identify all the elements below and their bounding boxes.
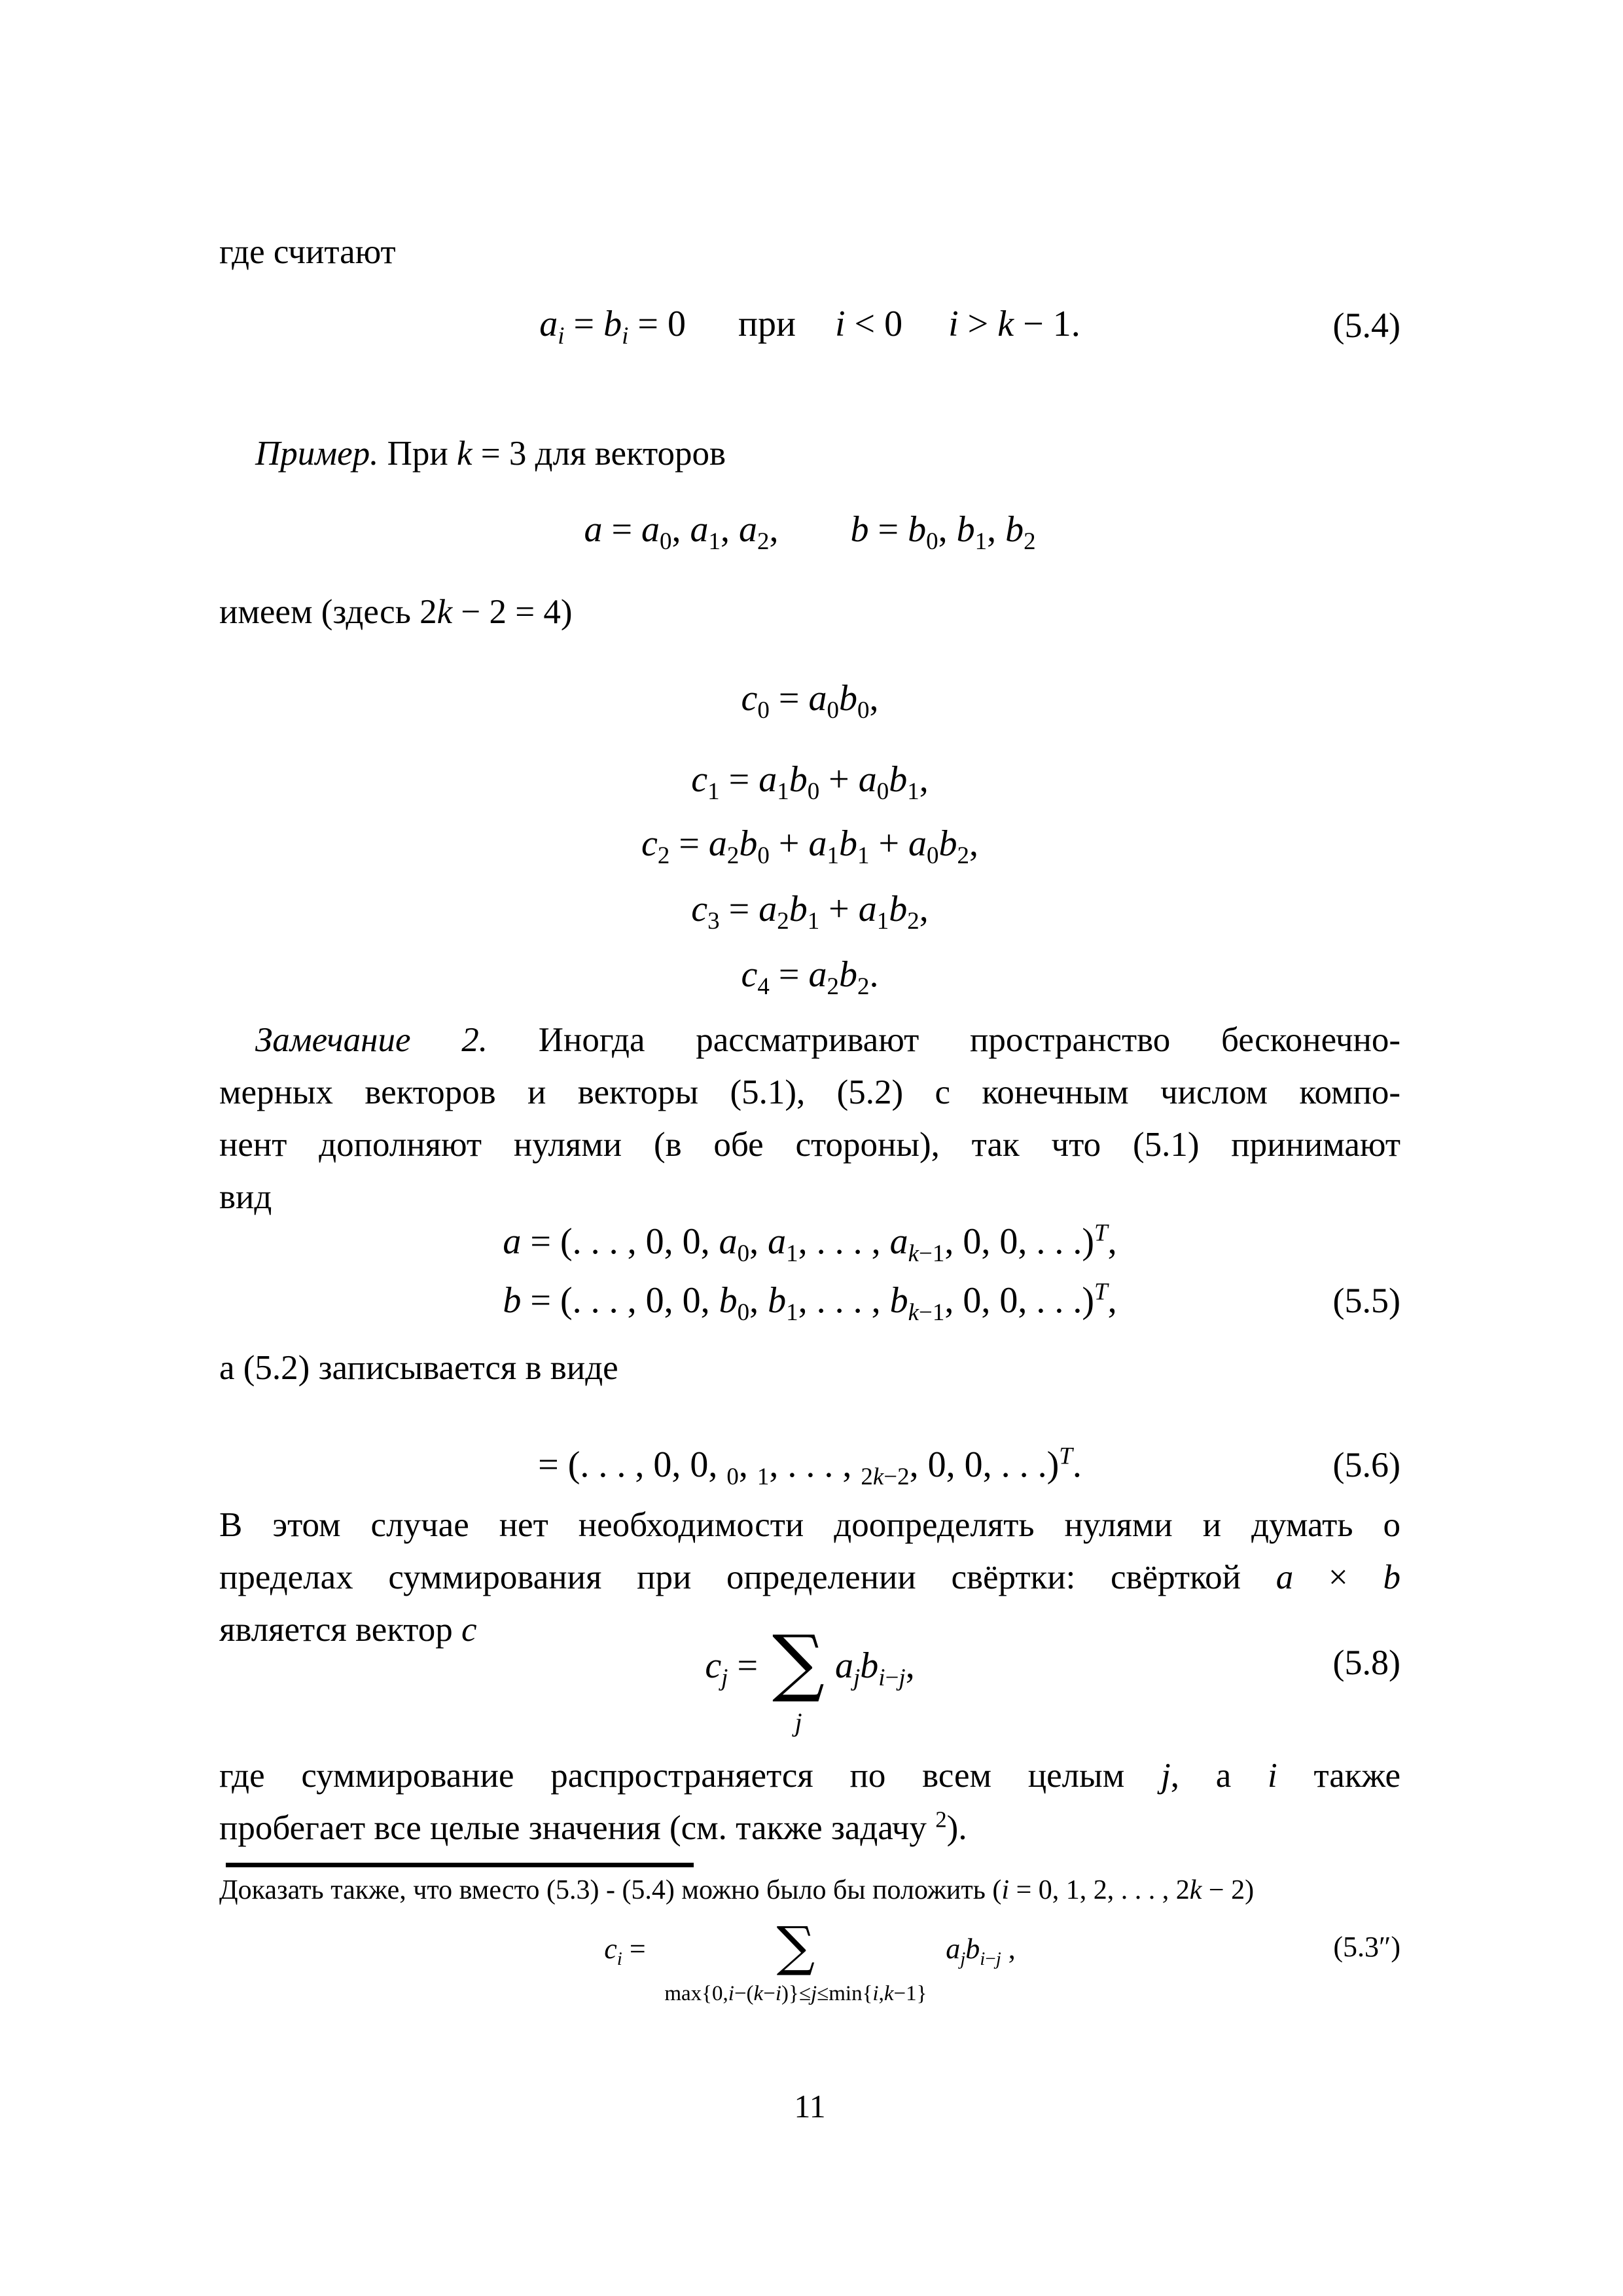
remark-line-1: Замечание 2. Иногда рассматривают пространство бесконечно- [255, 1021, 1400, 1059]
equation-c2: $c_2 = a_2b_0 + a_1b_1 + a_0b_2$, [641, 823, 979, 869]
imeem-text: имеем (здесь 2k − 2 = 4) [219, 593, 573, 631]
a52-text: а (5.2) записывается в виде [219, 1349, 618, 1387]
footnote-text: Доказать также, что вместо (5.3) - (5.4) можно было бы положить (i = 0, 1, 2, . . . , 2k − 2) [219, 1875, 1255, 1905]
footnote-rule [226, 1863, 694, 1867]
equation-5-5-line-a: a = (. . . , 0, 0, $a_0$, $a_1$, . . . , $a_{k-1}$, 0, 0, . . .)$^T$, [503, 1219, 1117, 1267]
footnote-sum-limits: max{0,i−(k−i)}≤j≤min{i,k−1} [664, 1982, 927, 2005]
footnote-equation-rhs: $a_jb_{i-j}$ , [946, 1932, 1016, 1969]
paragraph3-line-2: пределах суммирования при определении свёртки: свёрткой a × b [219, 1558, 1400, 1596]
equation-5-8-rhs: $a_jb_{i-j}$, [835, 1645, 915, 1691]
remark-line-3: нент дополняют нулями (в обе стороны), так что (5.1) принимают [219, 1126, 1400, 1164]
equation-5-6-label: (5.6) [1332, 1445, 1400, 1484]
equation-c0: $c_0 = a_0b_0$, [741, 678, 879, 724]
equation-c4: $c_4 = a_2b_2$. [741, 954, 879, 1000]
footnote-equation-label: (5.3″) [1333, 1931, 1400, 1963]
sum-lower-limit: j [794, 1708, 802, 1737]
footnote-equation-lhs: $c_i$ = [604, 1932, 646, 1969]
page-number: 11 [794, 2088, 826, 2125]
equation-5-4-label: (5.4) [1332, 306, 1400, 345]
equation-5-8-label: (5.8) [1332, 1643, 1400, 1682]
equation-c1: $c_1 = a_1b_0 + a_0b_1$, [691, 759, 929, 805]
vectors-equation: $a = a_0$, $a_1$, $a_2$, $b = b_0$, $b_1$, $b_2$ [584, 509, 1036, 555]
equation-c3: $c_3 = a_2b_1 + a_1b_2$, [691, 889, 929, 935]
equation-5-5-line-b: b = (. . . , 0, 0, $b_0$, $b_1$, . . . , $b_{k-1}$, 0, 0, . . .)$^T$, [503, 1278, 1117, 1326]
example-paragraph: Пример. При k = 3 для векторов [255, 435, 726, 473]
remark-line-4: вид [219, 1178, 272, 1216]
paragraph3-line-1: В этом случае нет необходимости доопределять нулями и думать о [219, 1506, 1400, 1544]
equation-5-4: $a_i = b_i = 0$ при i < 0 i > k − 1. [539, 304, 1080, 350]
paragraph3-line-3: является вектор c [219, 1611, 477, 1649]
paragraph4-line-2: пробегает все целые значения (см. также задачу $^2$). [219, 1806, 967, 1847]
lead-in-text: где считают [219, 233, 396, 271]
paragraph4-line-1: где суммирование распространяется по всем целым j, а i также [219, 1757, 1400, 1795]
equation-5-8-lhs: $c_j$ = [705, 1645, 758, 1691]
sum-symbol: ∑ j [772, 1620, 825, 1737]
remark-line-2: мерных векторов и векторы (5.1), (5.2) с конечным числом компо- [219, 1073, 1400, 1111]
footnote-sum-symbol: ∑ max{0,i−(k−i)}≤j≤min{i,k−1} [664, 1916, 927, 2005]
equation-5-5-label: (5.5) [1332, 1281, 1400, 1320]
footnote-equation-5-3 [219, 1916, 1400, 2005]
equation-5-6: = (. . . , 0, 0, $_0$, $_1$, . . . , $_{2k-2}$, 0, 0, . . .)$^T$. [538, 1442, 1082, 1490]
